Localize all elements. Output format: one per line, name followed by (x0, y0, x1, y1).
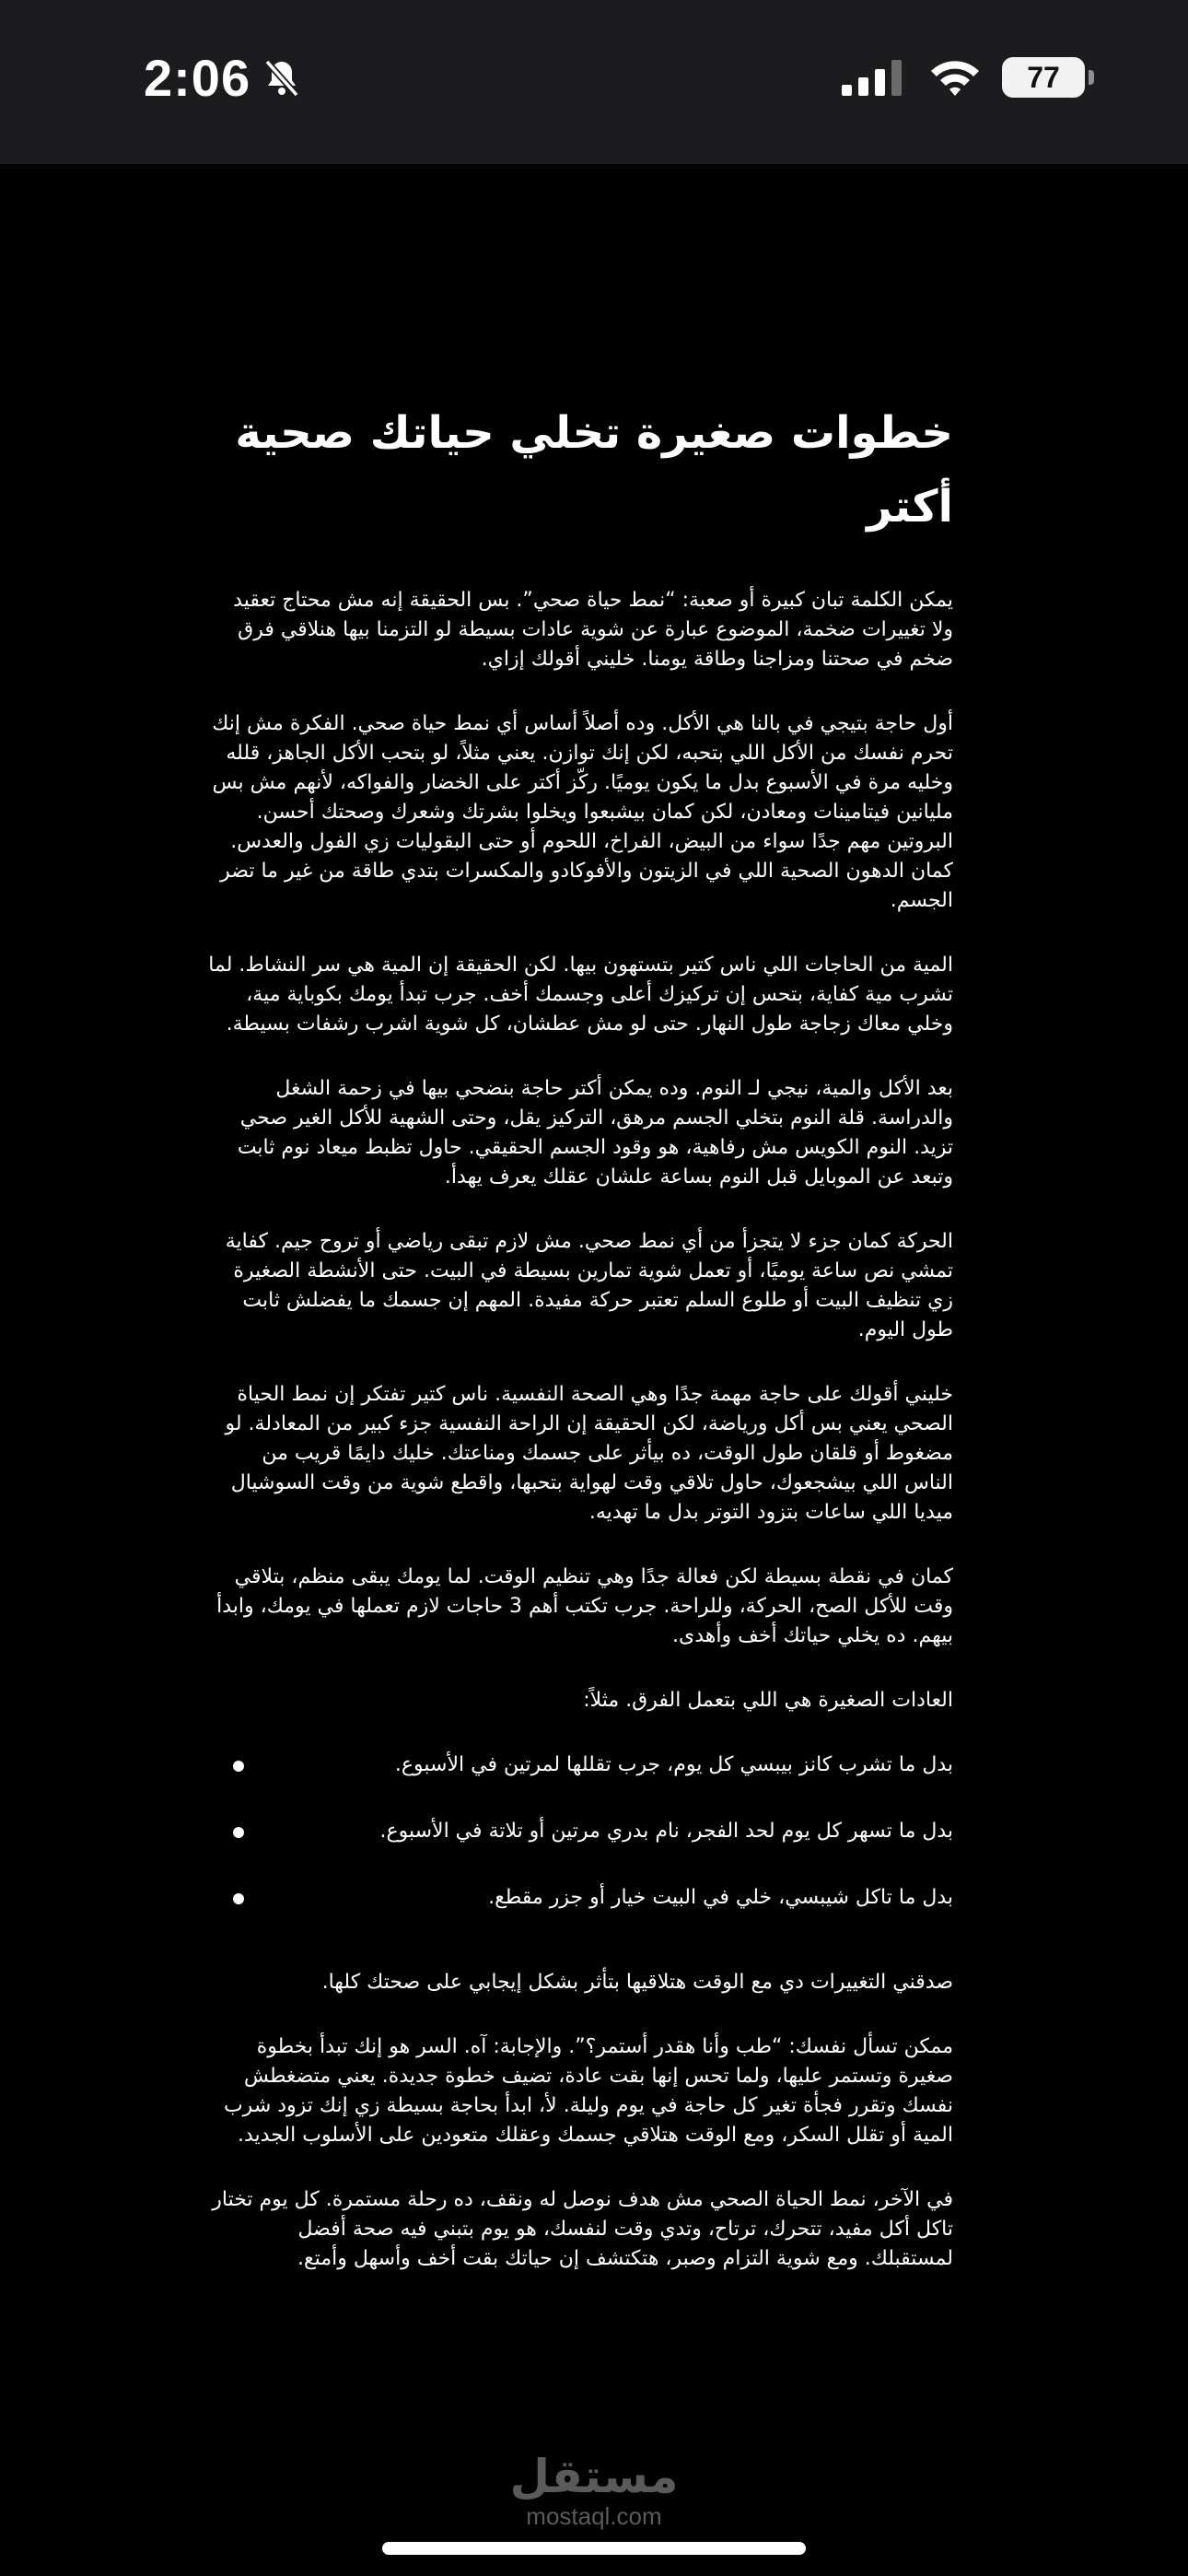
mostaql-watermark (0, 2451, 1188, 2530)
status-bar (0, 0, 1188, 164)
paragraph: بعد الأكل والمية، نيجي لـ النوم. وده يمكن أكتر حاجة بنضحي بيها في زحمة الشغل والدراسة. قلة النوم بتخلي الجسم مرهق، التركيز يقل، وحتى الشهية للأكل الغير صحي تزيد. النوم الكويس مش رفاهية، هو وقود الجسم الحقيقي. حاول تظبط ميعاد نوم ثابت وتبعد عن الموبايل قبل النوم بساعة علشان عقلك يعرف يهدأ. (237, 1077, 953, 1188)
battery-icon (1002, 57, 1085, 98)
bullet-text: بدل ما تشرب كانز بيبسي كل يوم، جرب تقللها لمرتين في الأسبوع. (394, 1753, 953, 1776)
cellular-signal-icon (840, 57, 904, 98)
bullet-icon (233, 1761, 244, 1772)
list-item (207, 1817, 953, 1846)
habits-list (207, 1751, 953, 1913)
paragraph: الحركة كمان جزء لا يتجزأ من أي نمط صحي. مش لازم تبقى رياضي أو تروح جيم. كفاية تمشي نص ساعة يوميًا، أو تعمل شوية تمارين بسيطة في البيت. حتى الأنشطة الصغيرة زي تنظيف البيت أو طلوع السلم تعتبر حركة مفيدة. المهم إن جسمك ما يفضلش ثابت طول اليوم. (225, 1230, 953, 1341)
list-intro: العادات الصغيرة هي اللي بتعمل الفرق. مثلاً: (583, 1689, 953, 1712)
clock-group (144, 48, 304, 108)
status-indicators (840, 57, 1085, 98)
paragraph: أول حاجة بتيجي في بالنا هي الأكل. وده أصلاً أساس أي نمط حياة صحي. الفكرة مش إنك تحرم نفسك من الأكل اللي بتحبه، لكن إنك توازن. يعني مثلاً، لو بتحب الأكل الجاهز، قلله وخليه مرة في الأسبوع بدل ما يكون يوميًا. ركّز أكتر على الخضار والفواكه، لأنهم مش بس مليانين فيتامينات ومعادن، لكن كمان بيشبعوا ويخلوا بشرتك وشعرك وصحتك أحسن. البروتين مهم جدًا سواء من البيض، الفراخ، اللحوم أو حتى البقوليات زي الفول والعدس. كمان الدهون الصحية اللي في الزيتون والأفوكادو والمكسرات بتدي طاقة من غير ما تضر الجسم. (212, 712, 953, 912)
document (207, 396, 953, 2309)
paragraph: ممكن تسأل نفسك: “طب وأنا هقدر أستمر؟”. والإجابة: آه. السر هو إنك تبدأ بخطوة صغيرة وتستمر عليها، ولما تحس إنها بقت عادة، تضيف خطوة جديدة. يعني متضغطش نفسك وتقرر فجأة تغير كل حاجة في يوم وليلة. لأ، ابدأ بحاجة بسيطة زي إنك تزود شرب المية أو تقلل السكر، ومع الوقت هتلاقي جسمك وعقلك متعودين على الأسلوب الجديد. (223, 2035, 953, 2147)
list-item (207, 1751, 953, 1780)
clock: 2:06 (144, 49, 251, 107)
bullet-icon (233, 1893, 244, 1904)
bullet-text: بدل ما تسهر كل يوم لحد الفجر، نام بدري مرتين أو تلاتة في الأسبوع. (379, 1820, 953, 1843)
bell-slash-icon (260, 56, 304, 100)
home-indicator[interactable] (382, 2542, 806, 2555)
watermark-logo-text: مستقل (509, 2450, 679, 2503)
paragraph: خليني أقولك على حاجة مهمة جدًا وهي الصحة النفسية. ناس كتير تفتكر إن نمط الحياة الصحي يعني بس أكل ورياضة، لكن الحقيقة إن الراحة النفسية جزء كبير من المعادلة. لو مضغوط أو قلقان طول الوقت، ده بيأثر على جسمك ومناعتك. خليك دايمًا قريب من الناس اللي بيشجعوك، حاول تلاقي وقت لهواية بتحبها، واقطع شوية من وقت السوشيال ميديا اللي ساعات بتزود التوتر بدل ما تهديه. (225, 1383, 953, 1524)
list-item (207, 1883, 953, 1913)
paragraph: كمان في نقطة بسيطة لكن فعالة جدًا وهي تنظيم الوقت. لما يومك يبقى منظم، بتلاقي وقت للأكل الصح، الحركة، وللراحة. جرب تكتب أهم 3 حاجات لازم تعملها في يومك، وابدأ بيهم. ده يخلي حياتك أخف وأهدى. (216, 1565, 953, 1647)
bullet-text: بدل ما تاكل شيبسي، خلي في البيت خيار أو جزر مقطع. (488, 1886, 953, 1909)
battery-level: 77 (1027, 60, 1060, 94)
wifi-icon (928, 57, 982, 98)
paragraph: يمكن الكلمة تبان كبيرة أو صعبة: “نمط حياة صحي”. بس الحقيقة إنه مش محتاج تعقيد ولا تغييرات ضخمة، الموضوع عبارة عن شوية عادات بسيطة لو التزمنا بيها هنلاقي فرق ضخم في صحتنا ومزاجنا وطاقة يومنا. خليني أقولك إزاي. (233, 589, 953, 671)
paragraph: في الآخر، نمط الحياة الصحي مش هدف نوصل له ونقف، ده رحلة مستمرة. كل يوم تختار تاكل أكل مفيد، تتحرك، ترتاح، وتدي وقت لنفسك، هو يوم بتبني فيه صحة أفضل لمستقبلك. ومع شوية التزام وصبر، هتكتشف إن حياتك بقت أخف وأسهل وأمتع. (212, 2188, 953, 2270)
paragraph: المية من الحاجات اللي ناس كتير بتستهون بيها. لكن الحقيقة إن المية هي سر النشاط. لما تشرب مية كفاية، بتحس إن تركيزك أعلى وجسمك أخف. جرب تبدأ يومك بكوباية مية، وخلي معاك زجاجة طول النهار. حتى لو مش عطشان، كل شوية اشرب رشفات بسيطة. (208, 954, 953, 1036)
bullet-icon (233, 1827, 244, 1838)
paragraph: صدقني التغييرات دي مع الوقت هتلاقيها بتأثر بشكل إيجابي على صحتك كلها. (321, 1971, 953, 1994)
document-title: خطوات صغيرة تخلي حياتك صحية أكتر (235, 407, 953, 533)
watermark-url: mostaql.com (526, 2502, 662, 2530)
battery-cap (1089, 70, 1094, 85)
